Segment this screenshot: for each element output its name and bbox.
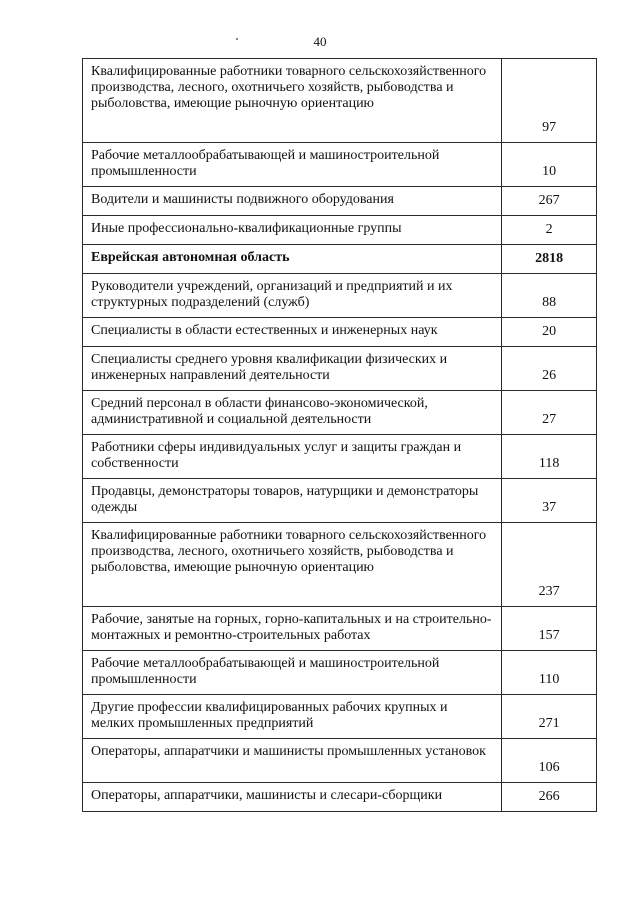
table-row: [83, 695, 597, 739]
occupation-count: 271: [502, 695, 597, 739]
occupation-label: Квалифицированные работники товарного сельскохозяйственного производства, лесного, охотничьего хозяйств, рыбоводства и рыболовства, имеющие рыночную ориентацию: [83, 523, 502, 607]
table-row: [83, 187, 597, 216]
occupation-count: 2818: [502, 245, 597, 274]
table-row: [83, 318, 597, 347]
occupation-label: Работники сферы индивидуальных услуг и защиты граждан и собственности: [83, 435, 502, 479]
occupation-count: 10: [502, 143, 597, 187]
table-row: [83, 479, 597, 523]
occupation-count: 2: [502, 216, 597, 245]
occupation-count: 110: [502, 651, 597, 695]
occupation-table: [82, 58, 597, 812]
occupation-count: 26: [502, 347, 597, 391]
occupation-count: 106: [502, 739, 597, 783]
occupation-label: Рабочие, занятые на горных, горно-капитальных и на строительно-монтажных и ремонтно-строительных работах: [83, 607, 502, 651]
occupation-count: 37: [502, 479, 597, 523]
table-row: [83, 651, 597, 695]
occupation-count: 118: [502, 435, 597, 479]
table-row: [83, 783, 597, 812]
occupation-label: Специалисты в области естественных и инженерных наук: [83, 318, 502, 347]
occupation-label: Иные профессионально-квалификационные группы: [83, 216, 502, 245]
occupation-label: Операторы, аппаратчики, машинисты и слесари-сборщики: [83, 783, 502, 812]
occupation-label: Средний персонал в области финансово-экономической, административной и социальной деятельности: [83, 391, 502, 435]
occupation-label: Другие профессии квалифицированных рабочих крупных и мелких промышленных предприятий: [83, 695, 502, 739]
scan-artifact: [236, 38, 238, 40]
table-row: [83, 347, 597, 391]
table-row: [83, 143, 597, 187]
occupation-label: Еврейская автономная область: [83, 245, 502, 274]
occupation-count: 267: [502, 187, 597, 216]
table-row: [83, 435, 597, 479]
occupation-label: Рабочие металлообрабатывающей и машиностроительной промышленности: [83, 143, 502, 187]
region-row: [83, 245, 597, 274]
occupation-count: 20: [502, 318, 597, 347]
occupation-count: 97: [502, 59, 597, 143]
occupation-count: 27: [502, 391, 597, 435]
occupation-count: 157: [502, 607, 597, 651]
occupation-label: Операторы, аппаратчики и машинисты промышленных установок: [83, 739, 502, 783]
table-row: [83, 216, 597, 245]
occupation-label: Руководители учреждений, организаций и предприятий и их структурных подразделений (служб): [83, 274, 502, 318]
occupation-label: Продавцы, демонстраторы товаров, натурщики и демонстраторы одежды: [83, 479, 502, 523]
page-number: 40: [313, 34, 327, 49]
occupation-label: Специалисты среднего уровня квалификации физических и инженерных направлений деятельности: [83, 347, 502, 391]
occupation-label: Рабочие металлообрабатывающей и машиностроительной промышленности: [83, 651, 502, 695]
occupation-label: Водители и машинисты подвижного оборудования: [83, 187, 502, 216]
occupation-count: 237: [502, 523, 597, 607]
table-body: [83, 59, 597, 812]
table-row: [83, 739, 597, 783]
table-row: [83, 59, 597, 143]
occupation-label: Квалифицированные работники товарного сельскохозяйственного производства, лесного, охотничьего хозяйств, рыбоводства и рыболовства, имеющие рыночную ориентацию: [83, 59, 502, 143]
table-row: [83, 391, 597, 435]
table-row: [83, 607, 597, 651]
table-row: [83, 523, 597, 607]
occupation-count: 88: [502, 274, 597, 318]
table-row: [83, 274, 597, 318]
occupation-count: 266: [502, 783, 597, 812]
